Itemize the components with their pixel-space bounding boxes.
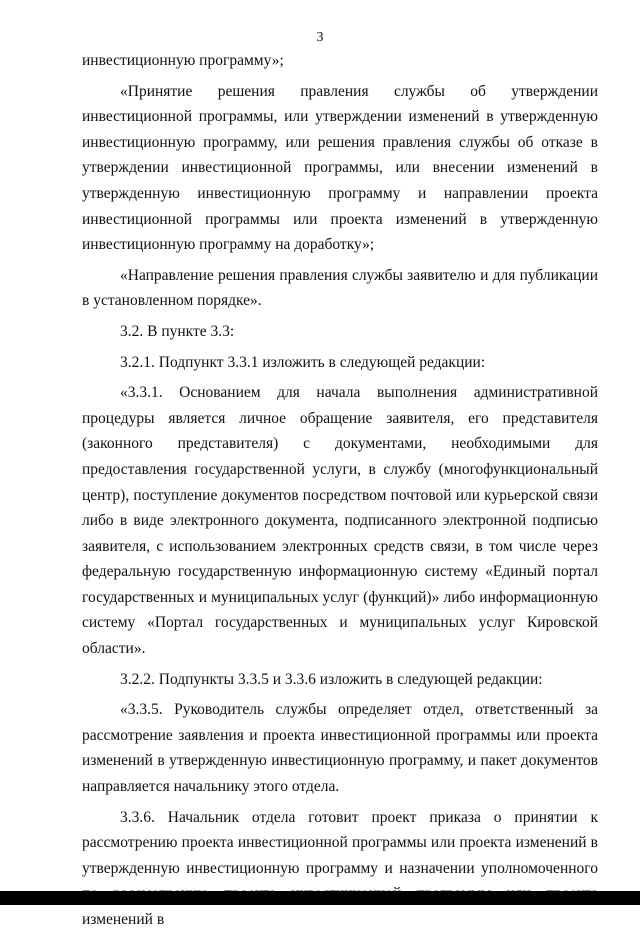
paragraph-continuation: инвестиционную программу»;	[82, 52, 284, 69]
paragraph-decision-approval: «Принятие решения правления службы об утверждении инвестиционной программы, или утверждении изменений в утвержденную инвестиционную программу, или решения правления службы об отказе в утверждении инвестиционной программы, или внесении изменений в утвержденную инвестиционную программу и направлении проекта инвестиционной программы или проекта изменений в утвержденную инвестиционную программу на доработку»;	[82, 82, 598, 254]
paragraph-clause-3-3-1: «3.3.1. Основанием для начала выполнения административной процедуры является личное обращение заявителя, его представителя (законного представителя) с документами, необходимыми для предоставления государственной услуги, в службу (многофункциональный центр), поступление документов посредством почтовой или курьерской связи либо в виде электронного документа, подписанного электронной подписью заявителя, с использованием электронных средств связи, в том числе через федеральную государственную информационную систему «Единый портал государственных и муниципальных услуг (функций)» либо информационную систему «Портал государственных и муниципальных услуг Кировской области».	[82, 384, 598, 658]
page-number: 3	[316, 30, 324, 45]
scan-bottom-border	[0, 891, 640, 905]
paragraph-clause-3-3-6: 3.3.6. Начальник отдела готовит проект приказа о принятии к рассмотрению проекта инвестиционной программы или проекта изменений в утвержденную инвестиционную программу и назначении уполномоченного изменений в	[82, 808, 598, 928]
paragraph-clause-3-2-2: 3.2.2. Подпункты 3.3.5 и 3.3.6 изложить в следующей редакции:	[120, 670, 543, 688]
paragraph-clause-3-2-1: 3.2.1. Подпункт 3.3.1 изложить в следующей редакции:	[120, 353, 486, 371]
document-body	[82, 48, 598, 938]
paragraph-clause-3-2: 3.2. В пункте 3.3:	[120, 322, 235, 340]
paragraph-clause-3-3-5: «3.3.5. Руководитель службы определяет отдел, ответственный за рассмотрение заявления и проекта инвестиционной программы или проекта изменений в утвержденную инвестиционную программу, и пакет документов направляется начальнику этого отдела.	[82, 701, 598, 796]
paragraph-decision-sending: «Направление решения правления службы заявителю и для публикации в установленном порядке».	[82, 266, 598, 310]
